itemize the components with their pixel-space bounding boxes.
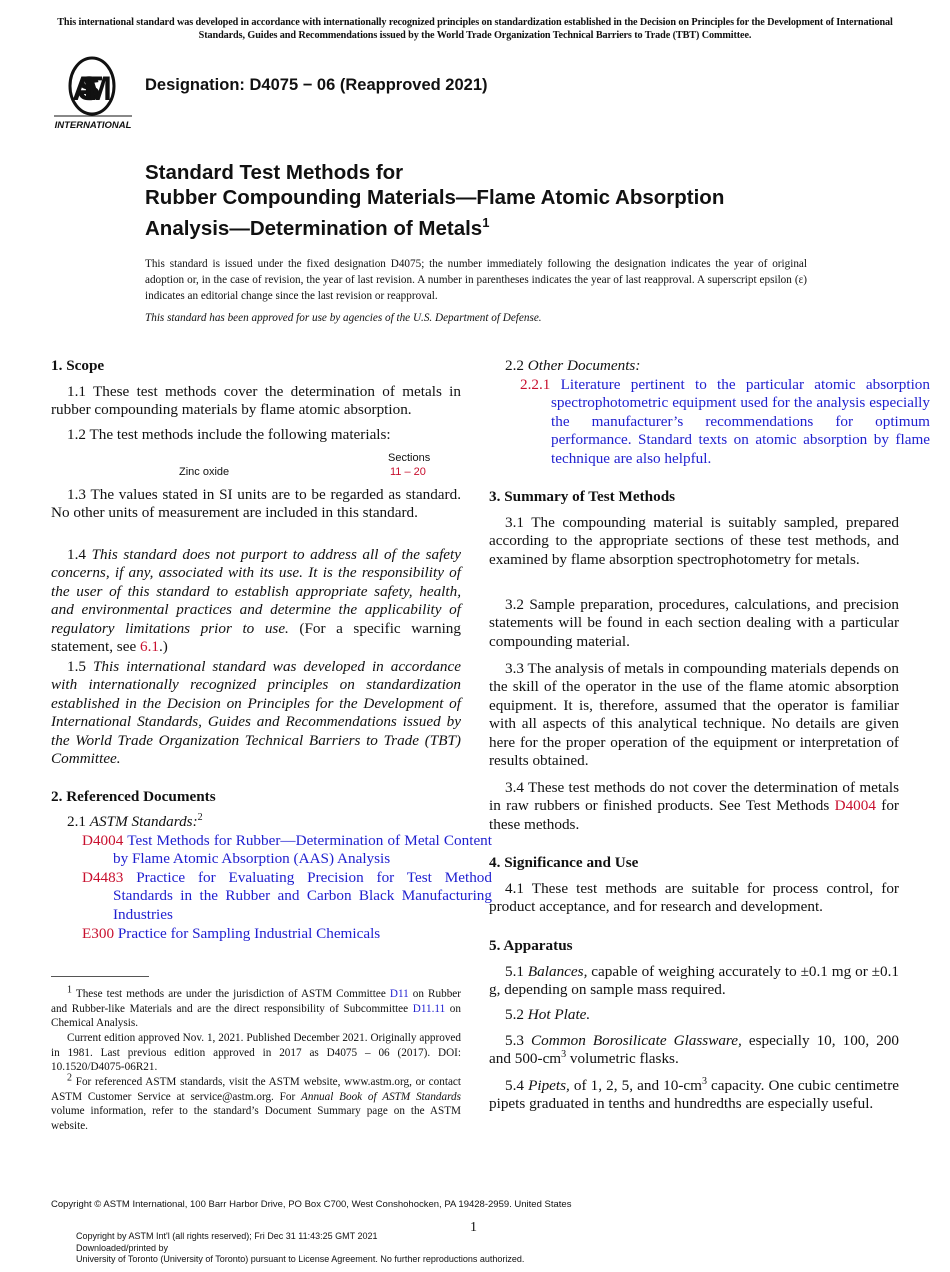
text-run: Current edition approved Nov. 1, 2021. Published December 2021. Originally approved in 1981. Last previous edition approved in 2017 as D4075 – 06 (2017). DOI: 10.1520/D4075-06R21. [51, 1032, 461, 1073]
superscript: 3 [701, 1075, 707, 1087]
text-run: 1.2 The test methods include the following materials: [67, 426, 391, 443]
reference-link[interactable]: Practice for Sampling Industrial Chemicals [114, 925, 381, 942]
dod-note: This standard has been approved for use by agencies of the U.S. Department of Defense. [145, 312, 542, 324]
reference-link[interactable]: 6.1 [139, 638, 159, 656]
superscript: 3 [561, 1049, 567, 1061]
text-run: 3.3 The analysis of metals in compounding materials depends on the skill of the operator in the use of the flame atomic absorption equipment. It is, therefore, assumed that the operator is familiar with all aspects of this analytical technique. No details are given here for the proper operation of the equipment or interpretation of results obtained. [489, 660, 899, 770]
text-run: 5.1 [505, 963, 528, 980]
text-run: Pipets, [528, 1077, 570, 1094]
paragraph-2-2 [489, 357, 899, 375]
text-run: 3.4 These test methods do not cover the determination of metals in raw rubbers or finished products. See Test Methods [489, 779, 899, 815]
section-heading: 2. Referenced Documents [51, 788, 216, 805]
text-run: 1.5 [67, 658, 93, 675]
reference-link[interactable]: D11 [389, 988, 409, 1000]
paragraph-1-1 [51, 383, 461, 420]
table-cell-material: Zinc oxide [179, 466, 230, 478]
paragraph-3-1 [489, 514, 899, 569]
reference-d4483[interactable] [82, 869, 492, 924]
text-run: 2.2 [505, 357, 528, 374]
text-run: capable of weighing accurately to ±0.1 mg or ±0.1 g, depending on sample mass required. [489, 963, 900, 999]
text-run: 4.1 These test methods are suitable for process control, for product acceptance, and for research and development. [489, 880, 899, 916]
text-run: Balances, [527, 963, 588, 980]
section-heading: 3. Summary of Test Methods [489, 488, 676, 505]
designation: Designation: D4075 − 06 (Reapproved 2021) [145, 76, 488, 94]
reference-link[interactable]: Literature pertinent to the particular atomic absorption spectrophotometric equipment used for the analysis especially the manufacturer’s recommendations for optimum performance. Standard texts on atomic absorption by flame technique are also helpful. [550, 376, 930, 467]
tbt-notice: This international standard was developed in accordance with internationally recognized principles on standardization established in the Decision on Principles for the Development of International Standards, Guides and Recommendations issued by the World Trade Organization Technical Barriers to Trade (TBT) Committee. [57, 17, 893, 41]
footnote-divider [51, 976, 149, 977]
text-run: 3.2 Sample preparation, procedures, calculations, and precision statements will be found in each section dealing with a particular compounding material. [489, 596, 899, 650]
text-run: 5.3 [505, 1032, 532, 1049]
svg-text:INTERNATIONAL: INTERNATIONAL [54, 120, 132, 131]
text-run: 3.1 The compounding material is suitably sampled, prepared according to the appropriate sections of these test methods, and examined by flame absorption spectrophotometry for metals. [489, 514, 899, 568]
sections-header: Sections [388, 452, 431, 464]
text-run: 1.3 The values stated in SI units are to be regarded as standard. No other units of measurement are included in this standard. [51, 486, 461, 522]
standard-intro: This standard is issued under the fixed designation D4075; the number immediately following the designation indicates the year of original adoption or, in the case of revision, the year of last revision. A number in parentheses indicates the year of last reapproval. A superscript epsilon (ε) indicates an editorial change since the last revision or reapproval. [145, 258, 807, 302]
paragraph-1-4 [51, 546, 461, 656]
text-run: especially 10, 100, 200 and 500-cm [489, 1032, 899, 1068]
download-line: Downloaded/printed by [76, 1242, 169, 1253]
text-run: of 1, 2, 5, and 10-cm [569, 1077, 702, 1094]
text-run: on Rubber and Rubber-like Materials and are the direct responsibility of Subcommittee [51, 988, 461, 1015]
paragraph-1-3 [51, 486, 461, 523]
text-run: on Chemical Analysis. [51, 1002, 461, 1029]
text-run: volume information, refer to the standard’s Document Summary page on the ASTM website. [51, 1105, 461, 1132]
paragraph-1-2 [51, 426, 461, 444]
title-line: Rubber Compounding Materials—Flame Atomic Absorption [145, 186, 725, 209]
paragraph-2-2-1[interactable] [520, 376, 930, 468]
reference-link[interactable]: E300 [82, 925, 115, 942]
text-run: 5.4 [505, 1077, 529, 1094]
paragraph-3-2 [489, 596, 899, 651]
reference-link[interactable]: D4483 [82, 869, 124, 886]
reference-e300[interactable] [82, 925, 492, 943]
download-line: Copyright by ASTM Int'l (all rights reserved); Fri Dec 31 11:43:25 GMT 2021 [76, 1231, 378, 1241]
title-line: Analysis—Determination of Metals [145, 216, 483, 240]
paragraph-5-3 [489, 1032, 899, 1069]
paragraph-5-1 [489, 963, 899, 1000]
reference-link[interactable]: D4004 [834, 797, 876, 815]
text-run: volumetric flasks. [566, 1050, 679, 1068]
text-run: ASTM Standards: [89, 813, 198, 830]
paragraph-4-1 [489, 880, 899, 917]
text-run: Hot Plate. [527, 1006, 591, 1023]
reference-link[interactable]: 2.2.1 [520, 376, 551, 393]
section-heading: 1. Scope [51, 357, 105, 374]
footnote-2 [51, 1072, 461, 1133]
paragraph-1-5 [51, 658, 461, 768]
text-run: 5.2 [505, 1006, 528, 1023]
reference-link[interactable]: Test Methods for Rubber—Determination of Metal Content by Flame Atomic Absorption (AAS) Analysis [113, 832, 492, 868]
section-heading: 5. Apparatus [489, 937, 573, 954]
superscript: 2 [67, 1072, 72, 1084]
reference-d4004[interactable] [82, 832, 492, 869]
text-run: For referenced ASTM standards, visit the ASTM website, www.astm.org, or contact ASTM Customer Service at service@astm.org. For [51, 1076, 461, 1103]
text-run: This standard does not purport to address all of the safety concerns, if any, associated with its use. It is the responsibility of the user of this standard to establish appropriate safety, health, and environmental practices and determine the applicability of regulatory limitations prior to use. [51, 546, 462, 637]
download-line: University of Toronto (University of Toronto) pursuant to License Agreement. No further reproductions authorized. [76, 1254, 525, 1264]
paragraph-5-2 [489, 1006, 899, 1024]
text-run: Annual Book of ASTM Standards [301, 1090, 461, 1103]
text-run: 1.1 These test methods cover the determination of metals in rubber compounding materials by flame atomic absorption. [51, 383, 461, 419]
page-number: 1 [470, 1220, 477, 1235]
text-run: Other Documents: [527, 357, 641, 374]
reference-link[interactable]: Practice for Evaluating Precision for Test Method Standards in the Rubber and Carbon Black Manufacturing Industries [113, 869, 492, 923]
document-title [145, 160, 724, 241]
text-run: This international standard was developed in accordance with internationally recognized principles on standardization established in the Decision on Principles for the Development of International Standards, Guides and Recommendations issued by the World Trade Organization Technical Barriers to Trade (TBT) Committee. [51, 658, 462, 768]
title-line: Standard Test Methods for [145, 161, 404, 184]
text-run: for these methods. [489, 797, 899, 833]
download-info [76, 1231, 524, 1266]
footnote-mark: 1 [482, 215, 490, 230]
paragraph-2-1 [51, 813, 461, 831]
text-run: (For a specific warning statement, see [51, 619, 461, 656]
text-run: capacity. One cubic centimetre pipets graduated in tenths and hundredths are especially useful. [489, 1077, 899, 1113]
footnote-edition [51, 1031, 461, 1075]
reference-link[interactable]: D4004 [82, 832, 124, 849]
footnote-1 [51, 984, 461, 1031]
paragraph-5-4 [489, 1077, 899, 1114]
text-run: Common Borosilicate Glassware, [531, 1032, 742, 1049]
paragraph-3-3 [489, 660, 899, 770]
superscript: 1 [67, 984, 72, 996]
paragraph-3-4 [489, 779, 899, 834]
text-run: .) [158, 638, 168, 656]
text-run: 2.1 [67, 813, 90, 830]
reference-link[interactable]: D11.11 [412, 1002, 446, 1015]
section-heading: 4. Significance and Use [489, 854, 639, 871]
svg-text:ASTM: ASTM [72, 70, 112, 108]
astm-logo [52, 56, 134, 132]
superscript: 2 [197, 811, 203, 823]
table-cell-sections[interactable]: 11 – 20 [390, 466, 426, 478]
copyright-line: Copyright © ASTM International, 100 Barr Harbor Drive, PO Box C700, West Conshohocken, PA 19428-2959. United States [51, 1199, 572, 1210]
text-run: 1.4 [67, 546, 92, 563]
text-run: These test methods are under the jurisdiction of ASTM Committee [72, 988, 390, 1000]
